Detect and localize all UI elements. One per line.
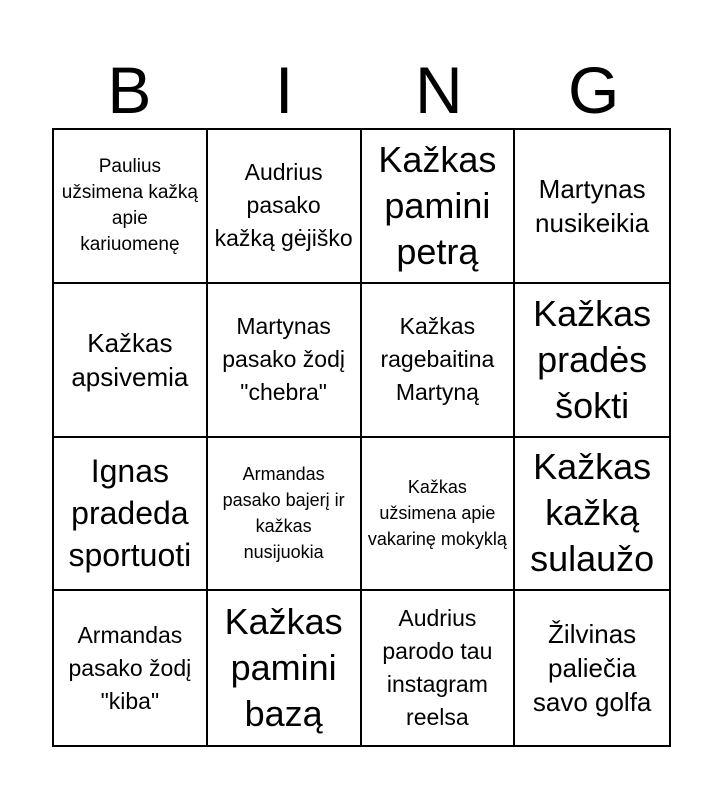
bingo-cell-text: Kažkas pradės šokti xyxy=(533,292,652,426)
bingo-cell-text: Paulius užsimena kažką apie kariuomenę xyxy=(61,155,198,255)
bingo-cell[interactable] xyxy=(54,438,208,592)
bingo-cell-text: Audrius parodo tau instagram reelsa xyxy=(382,605,493,731)
bingo-cell-text: Audrius pasako kažką gėjiško xyxy=(214,159,353,252)
header-letter-i: I xyxy=(274,53,294,127)
bingo-cell-text: Martynas nusikeikia xyxy=(535,173,650,238)
header-letter-n: N xyxy=(415,53,463,127)
bingo-cell[interactable] xyxy=(208,130,362,284)
bingo-cell-text: Kažkas užsimena apie vakarinę mokyklą xyxy=(367,477,507,550)
bingo-cell[interactable] xyxy=(515,591,669,745)
bingo-header xyxy=(52,52,671,128)
bingo-cell-text: Žilvinas paliečia savo golfa xyxy=(532,619,652,718)
bingo-cell[interactable] xyxy=(208,438,362,592)
bingo-cell-text: Armandas pasako bajerį ir kažkas nusijuokia xyxy=(222,464,345,563)
bingo-cell[interactable] xyxy=(362,130,516,284)
header-letter-b: B xyxy=(107,53,152,127)
bingo-cell-text: Kažkas kažką sulaužo xyxy=(530,446,655,580)
bingo-cell[interactable] xyxy=(515,130,669,284)
bingo-cell-text: Kažkas ragebaitina Martyną xyxy=(380,313,495,406)
bingo-cell[interactable] xyxy=(208,591,362,745)
bingo-grid xyxy=(52,128,671,747)
bingo-cell[interactable] xyxy=(208,284,362,438)
bingo-cell[interactable] xyxy=(54,130,208,284)
bingo-cell-text: Kažkas pamini bazą xyxy=(224,601,343,735)
bingo-cell-text: Armandas pasako žodį "kiba" xyxy=(68,621,192,714)
bingo-cell[interactable] xyxy=(54,284,208,438)
bingo-cell-text: Kažkas apsivemia xyxy=(71,327,189,392)
bingo-cell[interactable] xyxy=(515,438,669,592)
bingo-cell[interactable] xyxy=(515,284,669,438)
bingo-cell[interactable] xyxy=(362,284,516,438)
bingo-cell[interactable] xyxy=(362,591,516,745)
bingo-cell-text: Kažkas pamini petrą xyxy=(378,138,497,272)
bingo-cell[interactable] xyxy=(54,591,208,745)
bingo-cell[interactable] xyxy=(362,438,516,592)
header-letter-g: G xyxy=(567,53,620,127)
bingo-cell-text: Martynas pasako žodį "chebra" xyxy=(222,313,345,406)
bingo-cell-text: Ignas pradeda sportuoti xyxy=(68,453,192,574)
